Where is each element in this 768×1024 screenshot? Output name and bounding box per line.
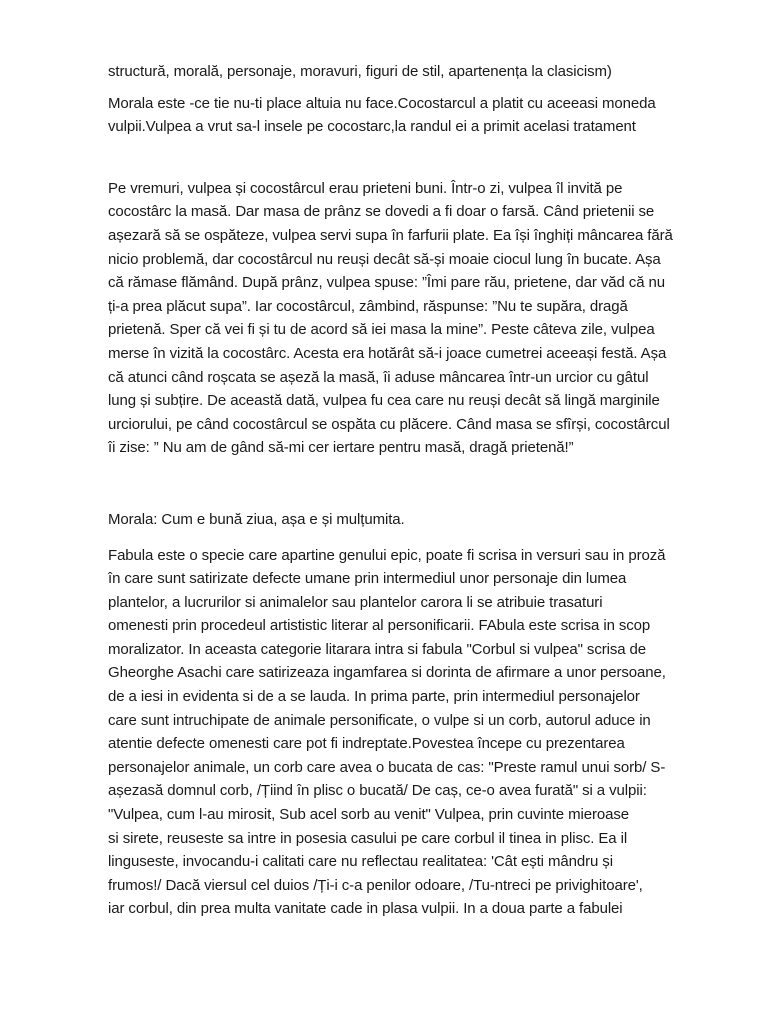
fabula-paragraph: Fabula este o specie care apartine genului epic, poate fi scrisa in versuri sau in proză în care sunt satirizate defecte umane prin intermediul unor personaje din lumea plantelor, a lucrurilor si animalelor sau plantelor carora li se atribuie trasaturi omenesti prin procedeul artististic literar al personificarii. FAbula este scrisa in scop moralizator. In aceasta categorie litarara intra si fabula "Corbul si vulpea" scrisa de Gheorghe Asachi care satirizeaza ingamfarea si dorinta de afirmare a unor persoane, de a iesi in evidenta si de a se lauda. In prima parte, prin intermediul personajelor care sunt intruchipate de animale personificate, o vulpe si un corb, autorul aduce in atentie defecte omenesti care pot fi indreptate.Povestea începe cu prezentarea personajelor animale, un corb care avea o bucata de cas: "Preste ramul unui sorb/ S- așezasă domnul corb, /Țiind în plisc o bucată/ De caș, ce-o avea furată" si a vulpii: "Vulpea, cum l-au mirosit, Sub acel sorb au venit" Vulpea, prin cuvinte mieroase si sirete, reuseste sa intre in posesia casului pe care corbul il tinea in plisc. Ea il linguseste, invocandu-i calitati care nu reflectau realitatea: 'Cât ești mândru și frumos!/ Dacă viersul cel duios /Ți-i c-a penilor odoare, /Tu-ntreci pe privighitoare', iar corbul, din prea multa vanitate cade in plasa vulpii. In a doua parte a fabulei [108, 546, 666, 918]
morala-intro-paragraph: Morala este -ce tie nu-ti place altuia nu face.Cocostarcul a platit cu aceeasi moneda vulpii.Vulpea a vrut sa-l insele pe cocostarc,la randul ei a primit acelasi tratament [108, 94, 656, 136]
morala-text: Cum e bună ziua, așa e și mulțumita. [157, 510, 405, 528]
morala-label: Morala: [108, 510, 158, 528]
morala-paragraph [108, 508, 706, 532]
story-paragraph: Pe vremuri, vulpea și cocostârcul erau prieteni buni. Într-o zi, vulpea îl invită pe cocostârc la masă. Dar masa de prânz se dovedi a fi doar o farsă. Când prietenii se așezară să se ospăteze, vulpea servi supa în farfurii plate. Ea își înghiți mâncarea fără nicio problemă, dar cocostârcul nu reuși decât să-și moaie ciocul lung în bucate. Așa că rămase flămând. După prânz, vulpea spuse: ”Îmi pare rău, prietene, dar văd că nu ți-a prea plăcut supa”. Iar cocostârcul, zâmbind, răspunse: ”Nu te supăra, dragă prietenă. Sper că vei fi și tu de acord să iei masa la mine”. Peste câteva zile, vulpea merse în vizită la cocostârc. Acesta era hotărât să-i joace cumetrei aceeași festă. Așa că atunci când roșcata se așeză la masă, îi aduse mâncarea într-un urcior cu gâtul lung și subțire. De această dată, vulpea fu cea care nu reuși decât să lingă marginile urciorului, pe când cocostârcul se ospăta cu plăcere. Când masa se sfîrși, cocostârcul îi zise: ” Nu am de gând să-mi cer iertare pentru masă, dragă prietenă!” [108, 179, 673, 457]
document-page [108, 60, 706, 921]
heading-line: structură, morală, personaje, moravuri, figuri de stil, apartenența la clasicism) [108, 63, 612, 80]
